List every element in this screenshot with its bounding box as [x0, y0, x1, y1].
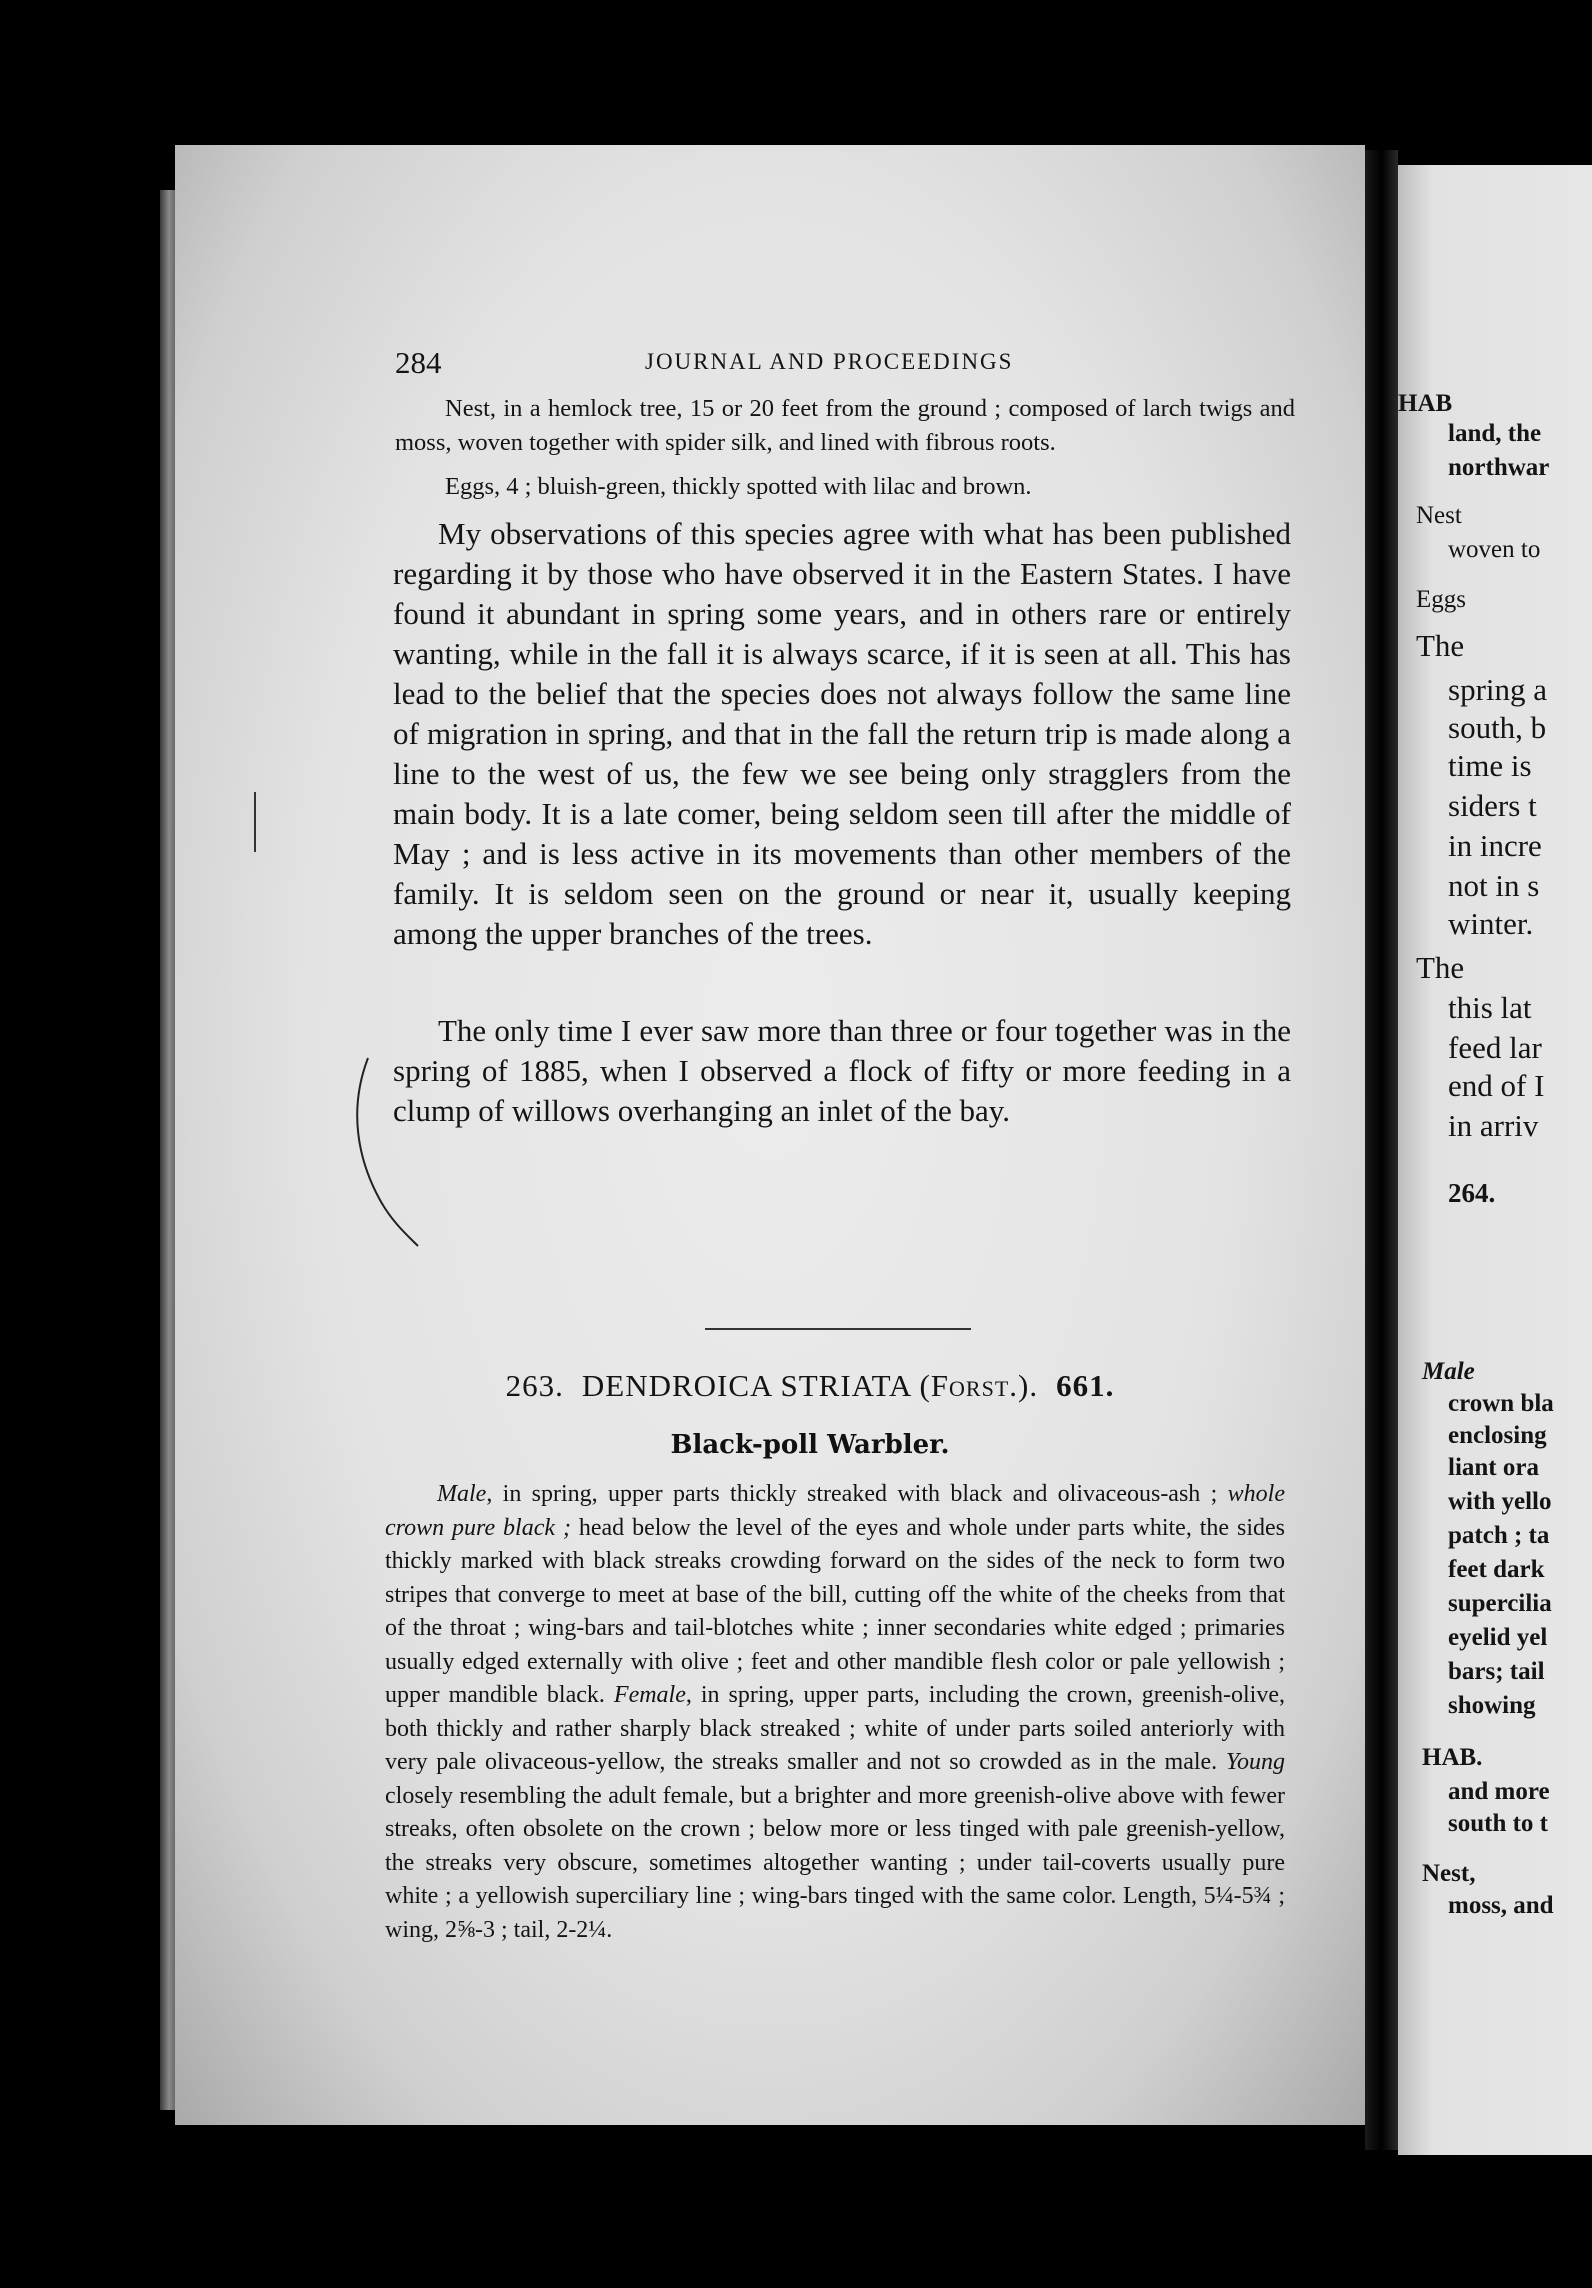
facing-page-line: showing [1448, 1692, 1536, 1719]
facing-page-line: patch ; ta [1448, 1522, 1550, 1549]
facing-page-line: northwar [1448, 454, 1550, 481]
facing-page-line: south to t [1448, 1810, 1549, 1837]
plumage-description [385, 1478, 1285, 1947]
facing-page-line: crown bla [1448, 1390, 1554, 1417]
facing-page-line: The [1416, 628, 1465, 663]
section-divider [705, 1328, 971, 1330]
facing-page-line: not in s [1448, 868, 1540, 903]
pencil-bracket-mark [340, 1050, 460, 1250]
page-number: 284 [395, 345, 442, 380]
facing-page-line: in arriv [1448, 1108, 1539, 1143]
desc-part-2: head below the level of the eyes and whole under parts white, the sides thickly marked with black streaks crowding forward on the sides of the neck to form two stripes that converge to meet at base of the bill, cutting off the white of the cheeks from that of the throat ; wing-bars and tail-blotches white ; inner secondaries white edged ; primaries usually edged externally with olive ; feet and other mandible flesh color or pale yellowish ; upper mandible black. [385, 1514, 1285, 1708]
facing-page-line: winter. [1448, 906, 1534, 941]
facing-page-line: supercilia [1448, 1590, 1552, 1617]
facing-page-line: woven to [1448, 536, 1541, 563]
facing-page-line: moss, and [1448, 1892, 1554, 1919]
species-common-name: Black-poll Warbler. [670, 1430, 950, 1460]
facing-page-line: end of I [1448, 1068, 1545, 1103]
page-header [395, 345, 1295, 385]
facing-page-line: siders t [1448, 788, 1537, 823]
desc-part-4: closely resembling the adult female, but a brighter and more greenish-olive above with fewer streaks, often obsolete on the crown ; below more or less tinged with pale greenish-yellow, the streaks very obscure, sometimes altogether wanting ; under tail-coverts usually pure white ; a yellowish superciliary line ; wing-bars tinged with the same color. Length, 5¼-5¾ ; wing, 2⅝-3 ; tail, 2-2¼. [385, 1782, 1285, 1943]
flock-paragraph: The only time I ever saw more than three or four together was in the spring of 1885, when I observed a flock of fifty or more feeding in a clump of willows overhanging an inlet of the bay. [393, 1013, 1291, 1128]
desc-part-3: , in spring, upper parts, including the crown, greenish-olive, both thickly and rather sharply black streaked ; white of under parts soiled anteriorly with very pale olivaceous-yellow, the streaks smaller and not so crowded as in the male. [385, 1682, 1285, 1775]
desc-part-1: , in spring, upper parts thickly streaked with black and olivaceous-ash ; [486, 1481, 1228, 1507]
species-code: 661. [1056, 1368, 1115, 1403]
observations-paragraph: My observations of this species agree with what has been published regarding it by those who have observed it in the Eastern States. I have found it abundant in spring some years, and in others rare or entirely wanting, while in the fall it is always scarce, if it is seen at all. This has lead to the belief that the species does not always follow the same line of migration in spring, and that in the fall the return trip is made along a line to the west of us, the few we see being only stragglers from the main body. It is a late comer, being seldom seen till after the middle of May ; and is less active in its movements than other members of the family. It is seldom seen on the ground or near it, usually keeping among the upper branches of the trees. [393, 516, 1291, 951]
male-label: Male [437, 1481, 487, 1507]
facing-page-line: Nest [1416, 502, 1462, 529]
facing-page-line: eyelid yel [1448, 1624, 1548, 1651]
facing-page-line: bars; tail [1448, 1658, 1545, 1685]
facing-page-line: The [1416, 950, 1465, 985]
running-title: JOURNAL AND PROCEEDINGS [645, 349, 1014, 374]
facing-page-line: feet dark [1448, 1556, 1545, 1583]
species-number: 263. [505, 1368, 564, 1403]
facing-page-line: HAB. [1422, 1744, 1483, 1771]
facing-page-line: enclosing [1448, 1422, 1547, 1449]
facing-page-line: Nest, [1422, 1860, 1476, 1887]
facing-page-line: in incre [1448, 828, 1542, 863]
facing-page-line: this lat [1448, 990, 1532, 1025]
facing-page-line: with yello [1448, 1488, 1552, 1515]
species-heading [395, 1368, 1225, 1404]
female-label: Female [613, 1682, 686, 1708]
facing-page-line: HAB [1398, 390, 1453, 417]
facing-page-line: feed lar [1448, 1030, 1542, 1065]
facing-page-line: liant ora [1448, 1454, 1539, 1481]
facing-page-line: time is [1448, 748, 1532, 783]
facing-page-line: and more [1448, 1778, 1550, 1805]
species-author: (Forst.). [919, 1368, 1039, 1403]
young-label: Young [1225, 1749, 1285, 1775]
facing-page-line: Eggs [1416, 586, 1466, 613]
facing-page-line: south, b [1448, 710, 1547, 745]
facing-page-fragment [1398, 165, 1592, 2155]
nest-description: Nest, in a hemlock tree, 15 or 20 feet from the ground ; composed of larch twigs and moss, woven together with spider silk, and lined with fibrous roots. [395, 395, 1295, 456]
pencil-margin-line [245, 790, 265, 870]
facing-page-line: 264. [1448, 1178, 1496, 1208]
species-name: DENDROICA STRIATA [581, 1368, 911, 1403]
book-gutter [1365, 150, 1398, 2150]
crown-italic: whole crown pure black ; [385, 1481, 1285, 1541]
eggs-description: Eggs, 4 ; bluish-green, thickly spotted with lilac and brown. [445, 473, 1032, 500]
facing-page-line: land, the [1448, 420, 1542, 447]
facing-page-line: spring a [1448, 672, 1548, 707]
facing-page-line: Male [1422, 1358, 1475, 1385]
